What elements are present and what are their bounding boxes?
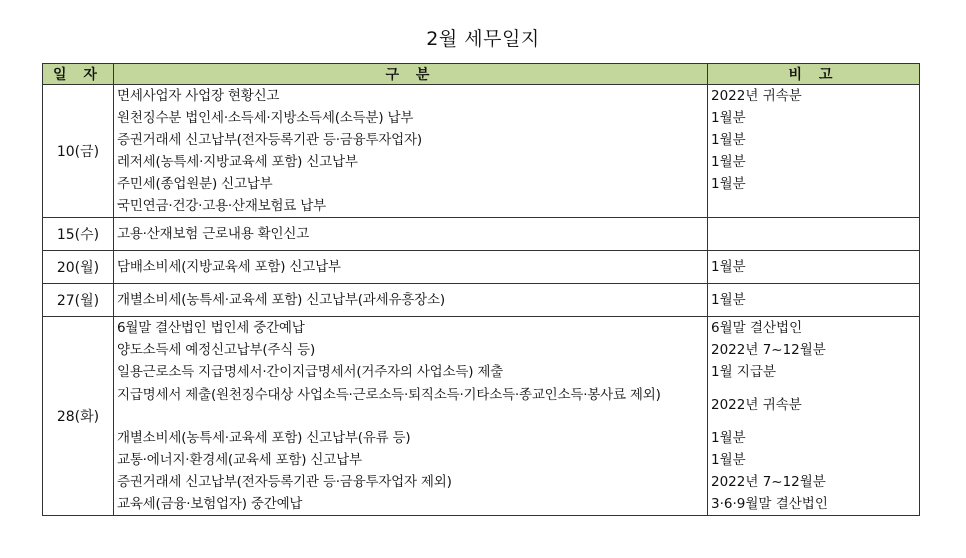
- task-item: 양도소득세 예정신고납부(주식 등): [117, 342, 316, 358]
- task-cell: [114, 317, 708, 516]
- date-cell: 10(금): [43, 85, 114, 218]
- task-cell: [114, 284, 708, 317]
- task-item: 국민연금·건강·고용·산재보험료 납부: [117, 198, 326, 214]
- note-item: 3·6·9월말 결산법인: [711, 496, 828, 512]
- task-item: 개별소비세(농특세·교육세 포함) 신고납부(과세유흥장소): [117, 292, 445, 308]
- note-item: 1월분: [711, 452, 746, 468]
- note-item: 1월분: [711, 110, 746, 126]
- task-item: 증권거래세 신고납부(전자등록기관 등·금융투자업자): [117, 132, 422, 148]
- note-item: 6월말 결산법인: [711, 320, 803, 336]
- table-row: [43, 218, 920, 251]
- note-item: 1월분: [711, 132, 746, 148]
- note-item: 2022년 귀속분: [711, 88, 802, 104]
- task-item: 지급명세서 제출(원천징수대상 사업소득·근로소득·퇴직소득·기타소득·종교인소득·봉사료 제외): [117, 387, 661, 403]
- table-header-row: [43, 64, 920, 85]
- task-item: 면세사업자 사업장 현황신고: [117, 88, 280, 104]
- note-cell: [708, 284, 920, 317]
- tax-schedule-table: [42, 63, 920, 516]
- task-item: 개별소비세(농특세·교육세 포함) 신고납부(유류 등): [117, 430, 411, 446]
- note-cell: [708, 85, 920, 218]
- page-title: 2월 세무일지: [426, 28, 540, 50]
- header-note: 비 고: [708, 64, 920, 85]
- date-cell: 15(수): [43, 218, 114, 251]
- note-item: [708, 195, 919, 217]
- note-item: 2022년 7~12월분: [711, 474, 826, 490]
- note-item: 1월분: [711, 259, 746, 275]
- task-item: 담배소비세(지방교육세 포함) 신고납부: [117, 259, 341, 275]
- note-item: 1월분: [711, 430, 746, 446]
- task-cell: [114, 85, 708, 218]
- note-cell: [708, 251, 920, 284]
- date-cell: 20(월): [43, 251, 114, 284]
- task-cell: [114, 218, 708, 251]
- task-cell: [114, 251, 708, 284]
- table-row: [43, 317, 920, 516]
- task-item: 증권거래세 신고납부(전자등록기관 등·금융투자업자 제외): [117, 474, 452, 490]
- task-item: 6월말 결산법인 법인세 중간예납: [117, 320, 305, 336]
- date-cell: 27(월): [43, 284, 114, 317]
- task-item: 원천징수분 법인세·소득세·지방소득세(소득분) 납부: [117, 110, 414, 126]
- note-item: 2022년 7~12월분: [711, 342, 826, 358]
- table-row: [43, 85, 920, 218]
- table-row: [43, 251, 920, 284]
- task-item: 교육세(금융·보험업자) 중간예납: [117, 496, 303, 512]
- task-item: 교통·에너지·환경세(교육세 포함) 신고납부: [117, 452, 362, 468]
- note-item: 1월분: [711, 176, 746, 192]
- header-date: 일 자: [43, 64, 114, 85]
- note-item: 1월 지급분: [711, 364, 777, 380]
- note-item: 1월분: [711, 154, 746, 170]
- note-item: [708, 218, 919, 250]
- note-item: 2022년 귀속분: [711, 397, 802, 413]
- note-cell: [708, 317, 920, 516]
- note-cell: [708, 218, 920, 251]
- task-item: 일용근로소득 지급명세서·간이지급명세서(거주자의 사업소득) 제출: [117, 364, 504, 380]
- date-cell: 28(화): [43, 317, 114, 516]
- table-row: [43, 284, 920, 317]
- note-item: 1월분: [711, 292, 746, 308]
- task-item: 고용·산재보험 근로내용 확인신고: [117, 226, 310, 242]
- header-category: 구 분: [114, 64, 708, 85]
- task-item: 레저세(농특세·지방교육세 포함) 신고납부: [117, 154, 358, 170]
- task-item: 주민세(종업원분) 신고납부: [117, 176, 273, 192]
